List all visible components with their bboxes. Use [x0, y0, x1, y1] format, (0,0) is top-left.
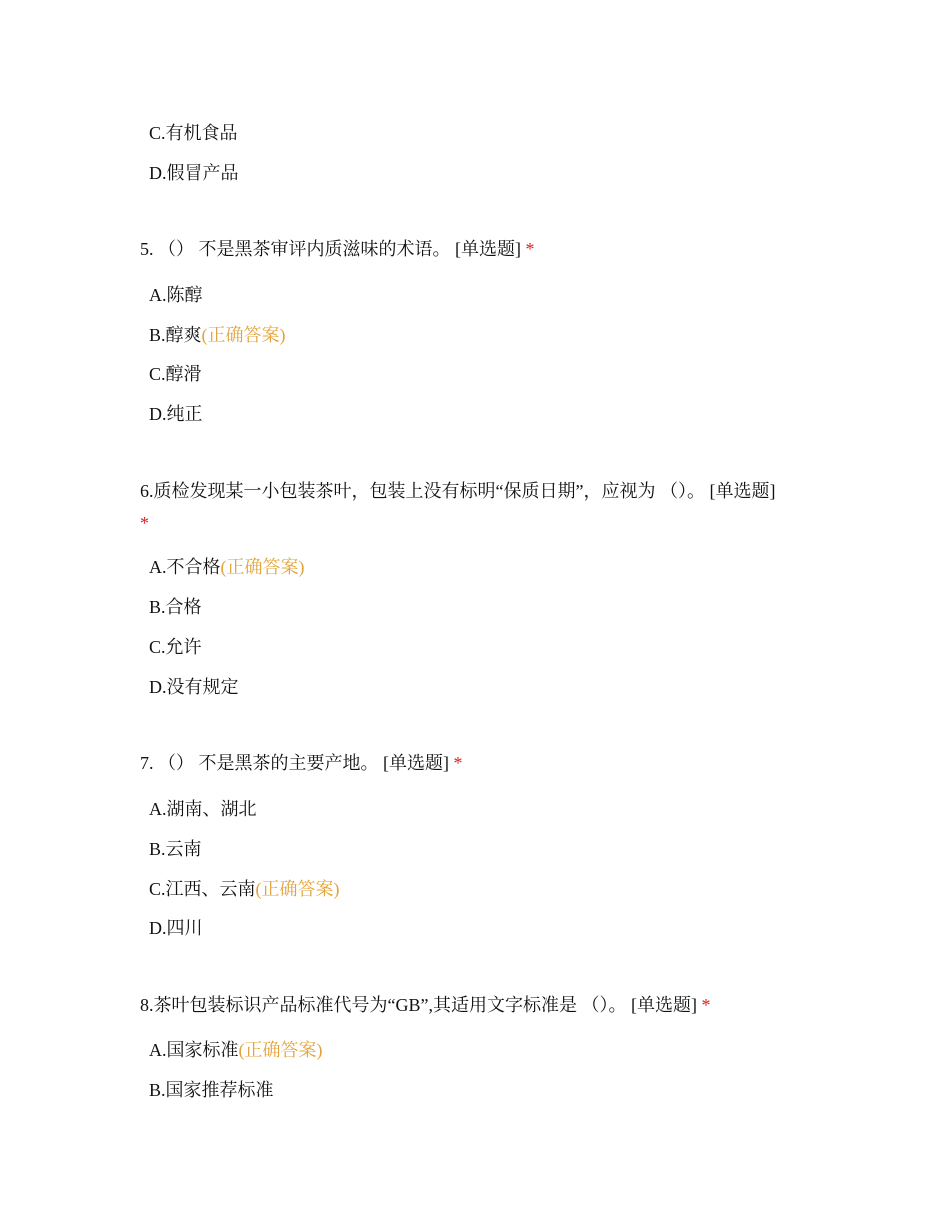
correct-answer-tag: (正确答案) — [255, 879, 340, 899]
question-6-title — [140, 479, 775, 503]
option-5c — [149, 362, 202, 386]
option-label: D.没有规定 — [149, 677, 239, 697]
correct-answer-tag: (正确答案) — [201, 325, 286, 345]
option-label: D.假冒产品 — [149, 163, 239, 183]
option-6c — [149, 635, 202, 659]
option-6d — [149, 675, 239, 699]
option-5d — [149, 402, 203, 426]
option-label: A.不合格 — [149, 557, 221, 577]
required-asterisk: * — [453, 753, 463, 773]
option-label: C.有机食品 — [149, 123, 238, 143]
required-asterisk: * — [525, 239, 535, 259]
option-4d — [149, 161, 239, 185]
question-text: 6.质检发现某一小包装茶叶，包装上没有标明“保质日期”，应视为 （）。 [单选题] — [140, 481, 776, 501]
option-label: D.四川 — [149, 918, 203, 938]
option-5b — [149, 323, 286, 347]
option-label: C.江西、云南 — [149, 879, 256, 899]
required-asterisk: * — [140, 513, 149, 533]
question-7-title — [140, 751, 463, 775]
option-8a — [149, 1038, 323, 1062]
question-text: 5. （） 不是黑茶审评内质滋味的术语。 [单选题] — [140, 239, 521, 259]
option-label: A.陈醇 — [149, 285, 203, 305]
question-6-required — [140, 511, 149, 535]
option-label: C.允许 — [149, 637, 202, 657]
option-label: C.醇滑 — [149, 364, 202, 384]
option-7b — [149, 837, 202, 861]
required-asterisk: * — [701, 995, 711, 1015]
option-8b — [149, 1078, 274, 1102]
option-6a — [149, 555, 305, 579]
option-label: D.纯正 — [149, 404, 203, 424]
option-label: B.醇爽 — [149, 325, 202, 345]
option-4c — [149, 121, 238, 145]
option-label: A.国家标准 — [149, 1040, 239, 1060]
question-text: 8.茶叶包装标识产品标准代号为“GB”,其适用文字标准是 （）。 [单选题] — [140, 995, 697, 1015]
question-5-title — [140, 237, 535, 261]
option-5a — [149, 283, 203, 307]
option-6b — [149, 595, 202, 619]
option-label: B.国家推荐标准 — [149, 1080, 274, 1100]
correct-answer-tag: (正确答案) — [238, 1040, 323, 1060]
option-7c — [149, 877, 340, 901]
option-label: B.合格 — [149, 597, 202, 617]
question-8-title — [140, 993, 710, 1017]
option-7d — [149, 916, 203, 940]
question-text: 7. （） 不是黑茶的主要产地。 [单选题] — [140, 753, 449, 773]
option-label: A.湖南、湖北 — [149, 799, 257, 819]
option-7a — [149, 797, 257, 821]
correct-answer-tag: (正确答案) — [220, 557, 305, 577]
option-label: B.云南 — [149, 839, 202, 859]
